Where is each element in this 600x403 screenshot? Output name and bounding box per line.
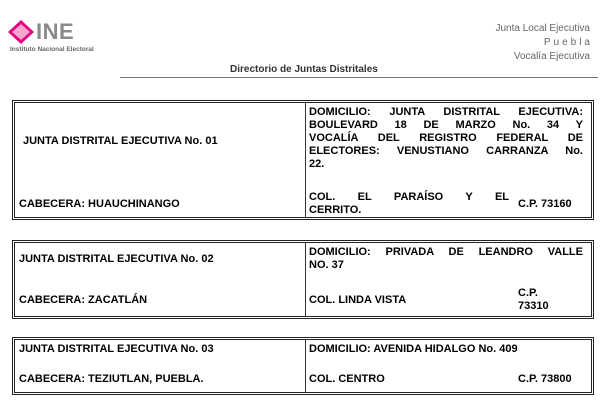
junta-title: JUNTA DISTRITAL EJECUTIVA No. 02 [19, 253, 214, 265]
card-divider [305, 103, 306, 217]
junta-title: JUNTA DISTRITAL EJECUTIVA No. 01 [23, 135, 218, 147]
document-title: Directorio de Juntas Distritales [230, 64, 378, 75]
office-line-3: Vocalía Ejecutiva [513, 51, 590, 62]
junta-cp: C.P. 73800 [518, 373, 572, 385]
junta-cabecera: CABECERA: TEZIUTLAN, PUEBLA. [19, 373, 204, 385]
logo-name: INE [36, 19, 75, 44]
junta-card-03 [12, 337, 594, 395]
junta-cabecera: CABECERA: ZACATLÁN [19, 294, 148, 306]
card-divider [305, 340, 306, 392]
card-divider [305, 243, 306, 316]
junta-title: JUNTA DISTRITAL EJECUTIVA No. 03 [19, 343, 214, 355]
header-rule [120, 77, 598, 78]
ine-logo [6, 20, 116, 54]
office-line-1: Junta Local Ejecutiva [495, 23, 590, 34]
junta-domicilio: DOMICILIO: PRIVADA DE LEANDRO VALLE NO. 37 [309, 246, 583, 271]
office-line-2: Puebla [543, 37, 593, 48]
junta-domicilio: DOMICILIO: AVENIDA HIDALGO No. 409 [309, 343, 518, 355]
junta-card-01 [12, 100, 594, 220]
ine-diamond-icon [6, 20, 36, 44]
office-block [495, 22, 593, 64]
junta-cabecera: CABECERA: HUAUCHINANGO [19, 198, 180, 210]
junta-colonia: COL. EL PARAÍSO Y EL CERRITO. [309, 191, 509, 216]
junta-colonia: COL. LINDA VISTA [309, 294, 407, 306]
junta-card-02 [12, 240, 594, 319]
junta-cp: C.P. 73160 [518, 198, 572, 210]
junta-colonia: COL. CENTRO [309, 373, 385, 385]
junta-domicilio: DOMICILIO: JUNTA DISTRITAL EJECUTIVA: BOULEVARD 18 DE MARZO No. 34 Y VOCALÍA DEL REGISTRO FEDERAL DE ELECTORES: VENUSTIANO CARRANZA No. 22. [309, 106, 583, 170]
logo-subtitle: Instituto Nacional Electoral [10, 46, 94, 53]
junta-cp: C.P. 73310 [518, 287, 549, 312]
